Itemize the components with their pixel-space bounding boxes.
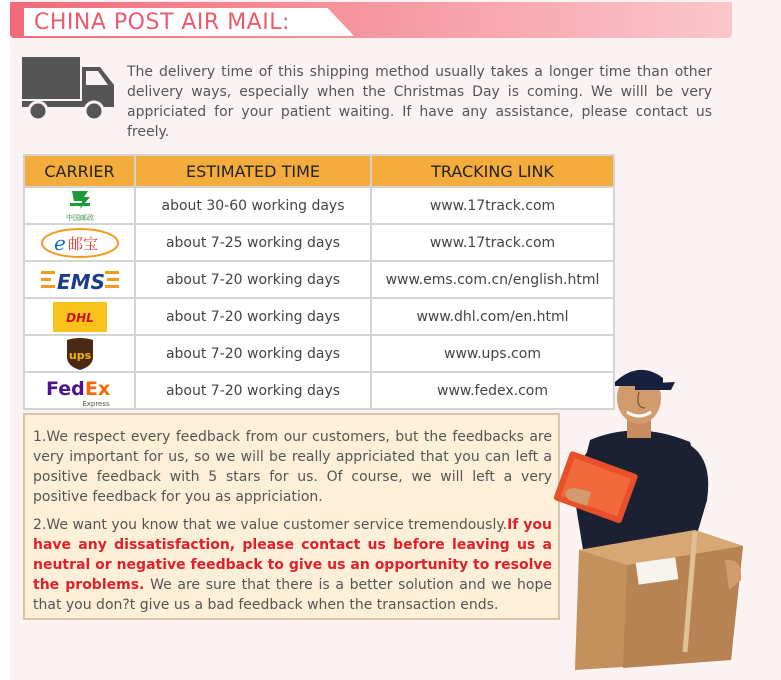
ems-logo [39,266,121,294]
table-row [24,335,614,372]
ups-logo [65,337,95,371]
fedex-logo-text-b: Ex [84,377,110,400]
china-post-logo-text: 中国邮政 [65,213,94,222]
table-row [24,187,614,224]
page-edge [0,0,10,680]
feedback-note-2-end: We are sure that there is a better solution and we hope that you don?t give us a bad feedback when the transaction ends. [33,577,552,613]
time-cell: about 7-25 working days [135,224,371,261]
table-row [24,372,614,409]
feedback-note-1: 1.We respect every feedback from our customers, but the feedbacks are very important for us, so we will be really appriciated that you can left a positive feedback with 5 stars for us. Of course, we will left a very positive feedback for you as appriciation. [33,429,552,505]
ems-logo-text: EMS [56,269,105,294]
header-carrier: CARRIER [24,155,135,187]
carrier-cell [24,261,135,298]
table-header-row [24,155,614,187]
feedback-notes [23,413,560,620]
time-cell: about 7-20 working days [135,372,371,409]
carrier-cell [24,187,135,224]
carrier-cell [24,335,135,372]
carrier-cell [24,224,135,261]
time-cell: about 30-60 working days [135,187,371,224]
dhl-logo [53,302,107,332]
feedback-note-2-highlight: If you have any dissatisfaction, please contact us before leaving us a neutral or negative feedback to give us an opportunity to resolve the problems. [33,517,553,593]
time-cell: about 7-20 working days [135,335,371,372]
intro-text: The delivery time of this shipping method usually takes a longer time than other delivery ways, especially when the Christmas Day is coming. We willl be very appriciated for your patient waiting. If have any assistance, please contact us freely. [127,64,712,140]
tracking-link[interactable]: www.17track.com [371,224,614,261]
dhl-logo-text: DHL [65,310,94,325]
tracking-link[interactable]: www.17track.com [371,187,614,224]
page-title: CHINA POST AIR MAIL: [34,10,290,35]
fedex-logo-subtext: Express [81,399,110,408]
carrier-cell [24,372,135,409]
fedex-logo-text-a: Fed [45,377,85,400]
e-youbao-logo-text: 邮宝 [67,234,98,253]
feedback-note-2 [33,515,552,615]
table-row [24,261,614,298]
time-cell: about 7-20 working days [135,298,371,335]
truck-icon [22,57,116,121]
carrier-table [23,154,615,410]
china-post-logo [50,189,110,223]
tracking-link[interactable]: www.ems.com.cn/english.html [371,261,614,298]
tracking-link[interactable]: www.dhl.com/en.html [371,298,614,335]
time-cell: about 7-20 working days [135,261,371,298]
feedback-note-2-start: 2.We want you know that we value customer service tremendously. [33,517,508,533]
table-row [24,224,614,261]
delivery-man-illustration [545,360,745,670]
fedex-logo [42,374,118,408]
carrier-cell [24,298,135,335]
header-tracking-link: TRACKING LINK [371,155,614,187]
header-banner [10,2,732,38]
svg-text:e: e [53,230,66,255]
ups-logo-text: ups [68,348,91,362]
header-estimated-time: ESTIMATED TIME [135,155,371,187]
tracking-link[interactable]: www.fedex.com [371,372,614,409]
table-row [24,298,614,335]
e-youbao-logo [40,227,120,259]
tracking-link[interactable]: www.ups.com [371,335,614,372]
